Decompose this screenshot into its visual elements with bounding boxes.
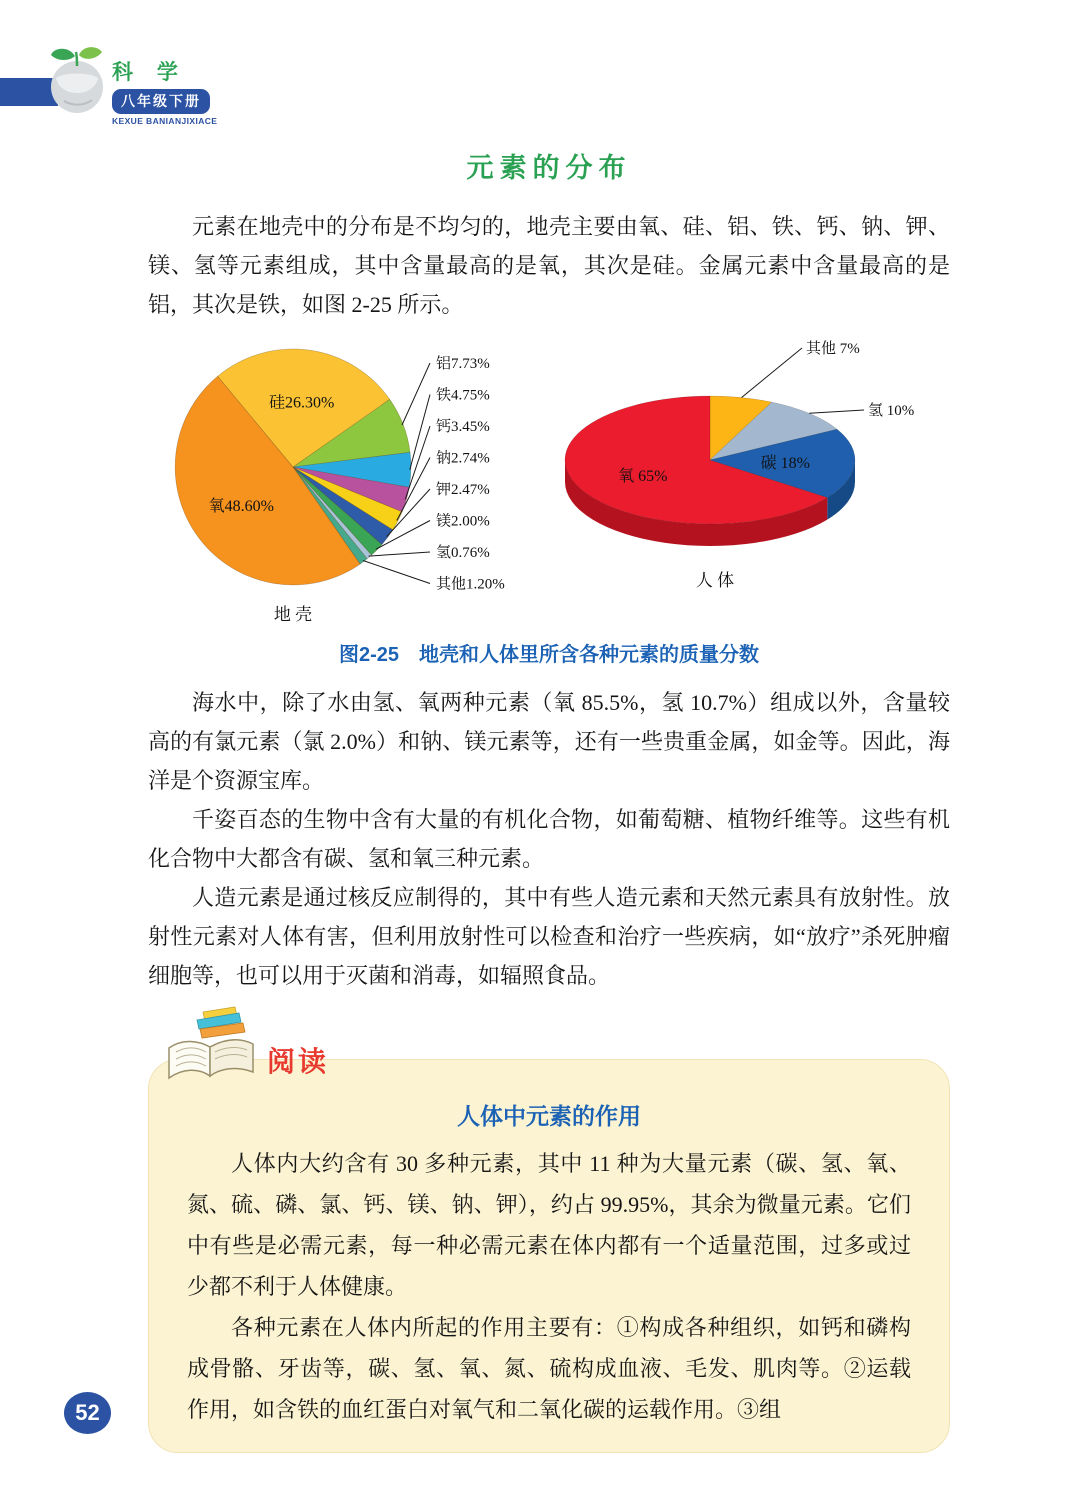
svg-text:地 壳: 地 壳 (273, 605, 313, 624)
logo-subject: 科 学 (112, 61, 187, 84)
figure-2-25 (148, 332, 950, 667)
svg-text:钾2.47%: 钾2.47% (436, 482, 490, 498)
svg-text:氢 10%: 氢 10% (868, 403, 915, 419)
svg-text:其他 7%: 其他 7% (806, 341, 860, 357)
svg-text:镁2.00%: 镁2.00% (436, 513, 490, 530)
reading-label: 阅读 (267, 1046, 330, 1077)
svg-text:氢0.76%: 氢0.76% (436, 545, 490, 561)
paragraph-seawater: 海水中，除了水由氢、氧两种元素（氧 85.5%，氢 10.7%）组成以外，含量较高的有氯元素（氯 2.0%）和钠、镁元素等，还有一些贵重金属，如金等。因此，海洋是个资源宝库。 (148, 690, 950, 793)
figure-caption: 图2-25 地壳和人体里所含各种元素的质量分数 (338, 644, 760, 666)
reading-title: 人体中元素的作用 (457, 1103, 641, 1129)
reading-paragraph-2: 各种元素在人体内所起的作用主要有：①构成各种组织，如钙和磷构成骨骼、牙齿等，碳、氢、氧、氮、硫构成血液、毛发、肌肉等。②运载作用，如含铁的血红蛋白对氧气和二氧化碳的运载作用。③组 (187, 1315, 911, 1422)
page-title: 元素的分布 (466, 153, 632, 183)
page-content (148, 146, 950, 1453)
page-number: 52 (64, 1392, 111, 1434)
books-icon (163, 1004, 263, 1084)
human-body-pie-chart (550, 332, 940, 634)
svg-text:铁4.75%: 铁4.75% (436, 387, 490, 404)
svg-text:钙3.45%: 钙3.45% (436, 419, 490, 435)
book-logo (44, 46, 217, 126)
logo-text (112, 56, 217, 126)
svg-text:其他1.20%: 其他1.20% (436, 576, 505, 593)
paragraph-organisms: 千姿百态的生物中含有大量的有机化合物，如葡萄糖、植物纤维等。这些有机化合物中大都含有碳、氢和氧三种元素。 (148, 807, 950, 871)
svg-text:碳 18%: 碳 18% (760, 455, 810, 473)
reading-box (148, 1046, 950, 1453)
logo-grade-badge: 八年级下册 (112, 89, 210, 114)
logo-pinyin: KEXUE BANIANJIXIACE (112, 116, 218, 126)
reading-badge (163, 1004, 329, 1084)
crust-pie-chart (148, 332, 550, 634)
paragraph-artificial-elements: 人造元素是通过核反应制得的，其中有些人造元素和天然元素具有放射性。放射性元素对人体有害，但利用放射性可以检查和治疗一些疾病，如“放疗”杀死肿瘤细胞等，也可以用于灭菌和消毒，如辐照食品。 (148, 885, 950, 988)
svg-text:氧 65%: 氧 65% (618, 468, 668, 486)
charts-row (148, 332, 950, 634)
svg-text:铝7.73%: 铝7.73% (436, 356, 490, 372)
reading-paragraph-1: 人体内大约含有 30 多种元素，其中 11 种为大量元素（碳、氢、氧、氮、硫、磷、氯、钙、镁、钠、钾），约占 99.95%，其余为微量元素。它们中有些是必需元素，每一种必需元素在体内都有一个适量范围，过多或过少都不利于人体健康。 (187, 1151, 911, 1299)
paragraph-intro: 元素在地壳中的分布是不均匀的，地壳主要由氧、硅、铝、铁、钙、钠、钾、镁、氢等元素组成，其中含量最高的是氧，其次是硅。金属元素中含量最高的是铝，其次是铁，如图 2-25 所示。 (148, 214, 950, 317)
svg-text:硅26.30%: 硅26.30% (268, 394, 335, 412)
svg-text:钠2.74%: 钠2.74% (436, 450, 490, 467)
svg-text:人 体: 人 体 (695, 571, 735, 590)
svg-text:氧48.60%: 氧48.60% (208, 498, 274, 516)
globe-sprout-icon (44, 46, 110, 116)
